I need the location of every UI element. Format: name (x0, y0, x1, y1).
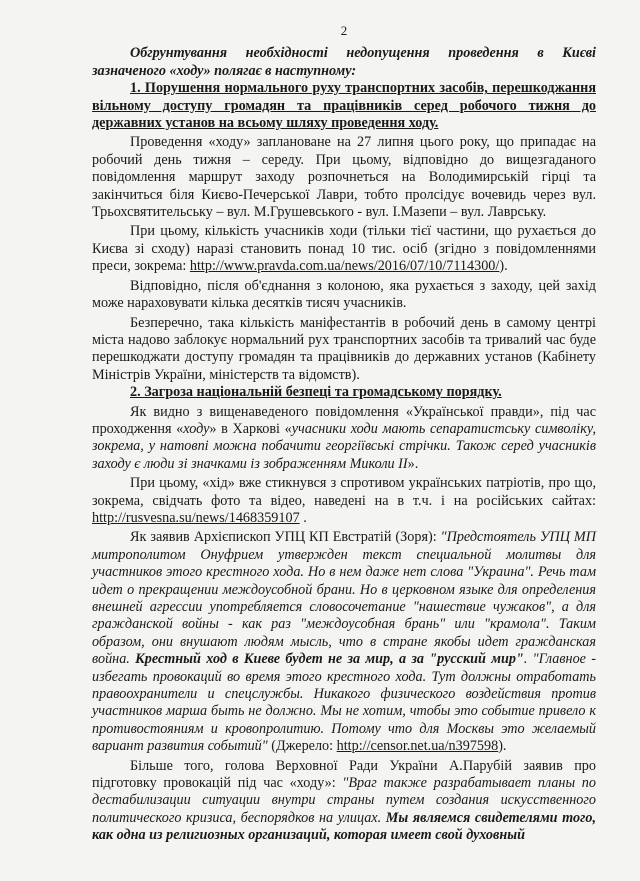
paragraph-resistance (92, 475, 596, 527)
rusvesna-link[interactable]: http://rusvesna.su/news/1468359107 (92, 509, 300, 526)
page-number: 2 (340, 23, 348, 38)
intro-text-2: ходу (176, 62, 204, 79)
parubiy-quote: "Враг также разрабатывает планы по дестабилизации ситуации внутри страны путем создания искусственного политического кризиса, беспорядков на улицах. (92, 775, 596, 826)
kharkiv-b: ходу (183, 420, 210, 437)
intro-text-1: Обгрунтування необхідності недопущення проведення в Києві зазначеного « (92, 45, 596, 79)
paragraph-blocking: Безперечно, така кількість маніфестантів в робочий день в самому центрі міста надово заблокує нормальний рух транспортних засобів та тривалий час буде перешкоджати доступу громадян та працівників до державних установ (Кабінету Міністрів України, міністерств та відомств). (92, 314, 596, 383)
archbishop-quote-2: . "Главное - избегать провокаций во время этого крестного хода. Тут должны отработать правоохранители и спецслужбы. Никакого физического воздействия против участников марша быть не должно. Мы не хотим, чтобы это событие привело к противостояниям и кровопролитию. Потому что для Москвы это желаемый вариант развития событий" (92, 651, 596, 755)
censor-link[interactable]: http://censor.net.ua/n397598 (336, 738, 499, 755)
kharkiv-e: ». (407, 455, 419, 472)
kharkiv-a: Як видно з вищенаведеного повідомлення «Української правди», під час проходження « (92, 403, 596, 437)
paragraph-merge: Відповідно, після об'єднання з колоною, яка рухається з заходу, цей захід може нараховувати кілька десятків тисяч учасників. (92, 277, 596, 312)
paragraph-route: Проведення «ходу» заплановане на 27 липня цього року, що припадає на робочий день тижня – середу. При цьому, відповідно до вищезгаданого повідомлення маршрут заходу розпочнеться на Володимирській гірці та закінчиться біля Києво-Печерської Лаври, тобто пролсідує вочевидь через вул. Трьохсвятительську – вул. М.Грушевського - вул. І.Мазепи – вул. Лаврську. (92, 134, 596, 221)
archbishop-source: (Джерело: (267, 738, 337, 755)
kharkiv-quote: учасники ходи мають сепаратистську символіку, зокрема, у натовпі можна побачити георгіївські стрічки. Також серед учасників заходу є люди зі значками із зображенням Миколи ІІ (92, 420, 597, 472)
participants-text: При цьому, кількість учасників ходи (тільки тієї частини, що рухається до Києва зі сходу) наразі становить понад 10 тис. осіб (згідно з повідомленнями преси, зокрема: (92, 223, 596, 275)
archbishop-intro: Як заявив Архієпископ УПЦ КП Евстратій (Зоря): (130, 529, 441, 546)
archbishop-quote-1: "Предстоятель УПЦ МП митрополитом Онуфрием утвержден текст специальной молитвы для участников этого крестного хода. Но в нем даже нет слова "Украина". Речь там идет о прекращении междоусобной брани. Но в церковном языке для определения внешней агрессии употребляется словосочетание "нашествие чужаков", а для гражданской войны - как раз "междоусобная брань" или "крамола". Таким образом, они внушают людям мысль, что в стране якобы идет гражданская война. (92, 529, 596, 668)
paragraph-parubiy (92, 758, 596, 845)
pravda-link[interactable]: http://www.pravda.com.ua/news/2016/07/10/7114300/ (189, 258, 500, 275)
kharkiv-c: » в Харкові « (209, 420, 292, 437)
archbishop-quote-bold: Крестный ход в Киеве будет не за мир, а за "русский мир" (135, 651, 524, 668)
intro-text-3: » полягає в наступному: (203, 62, 357, 79)
paragraph-participants (92, 223, 596, 275)
resistance-after: . (299, 509, 307, 526)
intro-paragraph (92, 45, 596, 80)
archbishop-after: ). (498, 738, 507, 755)
parubiy-quote-bold: Мы являемся свидетелями того, как одна из религиозных организаций, которая имеет свой духовный (92, 809, 596, 844)
participants-after: ). (499, 258, 508, 275)
section-1-heading: 1. Порушення нормального руху транспортних засобів, перешкоджання вільному доступу громадян та працівників серед робочого тижня до державних установ на всьому шляху проведення ходу. (92, 80, 596, 132)
section-2-heading: 2. Загроза національній безпеці та громадському порядку. (130, 384, 502, 401)
parubiy-intro: Більше того, голова Верховної Ради України А.Парубій заявив про підготовку провокацій під час «ходу»: (92, 757, 596, 792)
paragraph-archbishop (92, 529, 596, 755)
paragraph-kharkiv (92, 404, 596, 474)
resistance-text: При цьому, «хід» вже стикнувся з спротивом українських патріотів, про що, зокрема, свідчать фото та відео, наведені на в т.ч. і на російських сайтах: (92, 475, 596, 509)
